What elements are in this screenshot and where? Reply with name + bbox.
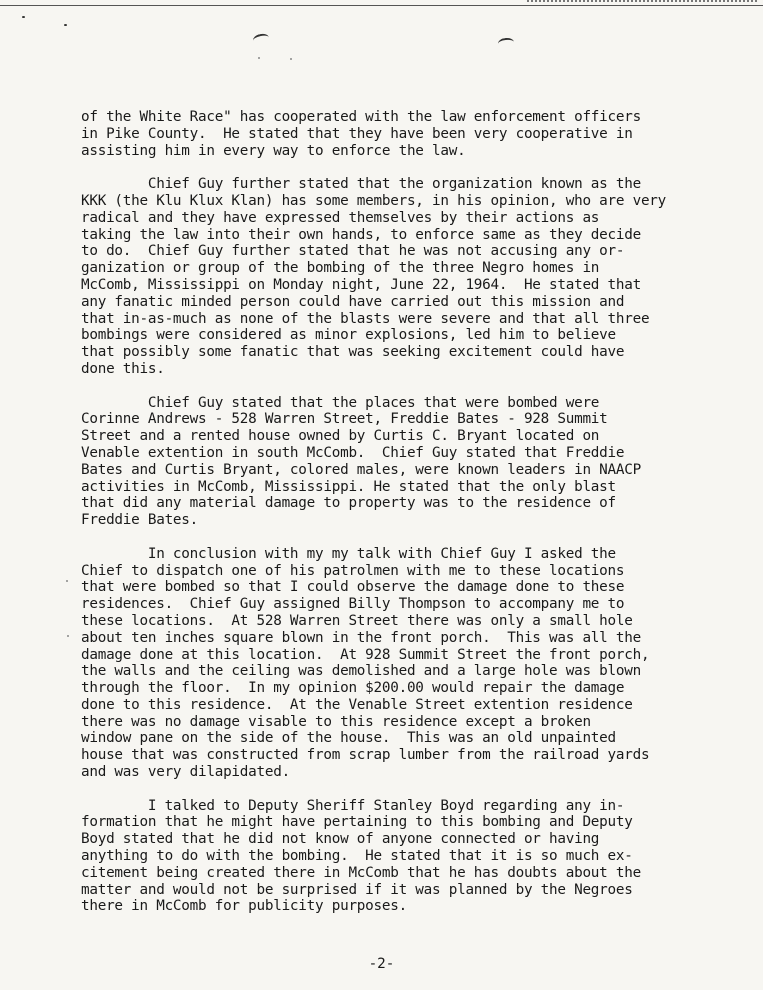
text-line: that possibly some fanatic that was seeking excitement could have [81, 344, 625, 361]
text-line: Corinne Andrews - 528 Warren Street, Freddie Bates - 928 Summit [81, 411, 608, 428]
text-line: Chief to dispatch one of his patrolmen with me to these locations [81, 562, 625, 579]
text-line: and was very dilapidated. [81, 764, 290, 781]
paragraph-5 [81, 798, 721, 916]
text-line: of the White Race" has cooperated with the law enforcement officers [81, 109, 641, 125]
text-line: taking the law into their own hands, to enforce same as they decide [81, 226, 641, 243]
text-line: done to this residence. At the Venable Street extention residence [81, 696, 633, 713]
text-line: in Pike County. He stated that they have been very cooperative in [81, 125, 633, 142]
text-line: damage done at this location. At 928 Summit Street the front porch, [81, 646, 650, 663]
text-line: that in-as-much as none of the blasts were severe and that all three [81, 310, 650, 327]
paragraph-2 [81, 176, 721, 378]
text-line: KKK (the Klu Klux Klan) has some members, in his opinion, who are very [81, 192, 667, 209]
ink-mark [64, 24, 67, 26]
text-line: there in McComb for publicity purposes. [81, 898, 407, 915]
ink-speck [290, 58, 292, 60]
text-line: bombings were considered as minor explosions, led him to believe [81, 327, 616, 344]
text-line: matter and would not be surprised if it was planned by the Negroes [81, 881, 633, 898]
text-line: McComb, Mississippi on Monday night, June 22, 1964. He stated that [81, 276, 641, 293]
text-line: radical and they have expressed themselves by their actions as [81, 209, 600, 226]
text-line: house that was constructed from scrap lumber from the railroad yards [81, 747, 650, 764]
text-line: the walls and the ceiling was demolished and a large hole was blown [81, 663, 641, 680]
text-line: these locations. At 528 Warren Street there was only a small hole [81, 612, 633, 629]
text-line: formation that he might have pertaining to this bombing and Deputy [81, 814, 633, 831]
top-dotted-edge [527, 0, 757, 5]
text-line: Chief Guy stated that the places that were bombed were [81, 394, 600, 411]
hole-punch-mark [252, 32, 270, 45]
text-line: done this. [81, 360, 165, 377]
ink-speck [66, 580, 68, 582]
text-line: Venable extention in south McComb. Chief Guy stated that Freddie [81, 444, 625, 461]
paragraph-1 [81, 109, 721, 159]
text-line: that did any material damage to property was to the residence of [81, 495, 616, 512]
text-line: Freddie Bates. [81, 512, 199, 529]
text-line: window pane on the side of the house. This was an old unpainted [81, 730, 616, 747]
top-border-line [0, 5, 763, 6]
page-number: -2- [368, 956, 395, 972]
text-line: through the floor. In my opinion $200.00 would repair the damage [81, 680, 625, 697]
text-line: anything to do with the bombing. He stated that it is so much ex- [81, 848, 633, 865]
text-line: ganization or group of the bombing of the three Negro homes in [81, 260, 600, 277]
paragraph-3 [81, 395, 721, 529]
text-line: Boyd stated that he did not know of anyone connected or having [81, 831, 600, 848]
text-line: Chief Guy further stated that the organization known as the [81, 176, 641, 193]
text-line: any fanatic minded person could have carried out this mission and [81, 293, 625, 310]
text-line: residences. Chief Guy assigned Billy Thompson to accompany me to [81, 596, 625, 613]
text-line: Bates and Curtis Bryant, colored males, were known leaders in NAACP [81, 461, 641, 478]
text-line: to do. Chief Guy further stated that he was not accusing any or- [81, 243, 625, 260]
document-body [81, 109, 721, 932]
ink-speck [67, 635, 69, 637]
paragraph-4 [81, 546, 721, 781]
text-line: citement being created there in McComb that he has doubts about the [81, 864, 641, 881]
text-line: Street and a rented house owned by Curtis C. Bryant located on [81, 428, 600, 445]
text-line: In conclusion with my my talk with Chief Guy I asked the [81, 545, 616, 562]
hole-punch-mark [498, 37, 515, 49]
text-line: that were bombed so that I could observe the damage done to these [81, 579, 625, 596]
ink-mark [22, 16, 25, 18]
ink-speck [258, 57, 260, 59]
text-line: there was no damage visable to this residence except a broken [81, 713, 591, 730]
text-line: assisting him in every way to enforce the law. [81, 142, 466, 159]
text-line: activities in McComb, Mississippi. He stated that the only blast [81, 478, 616, 495]
text-line: about ten inches square blown in the front porch. This was all the [81, 629, 641, 646]
text-line: I talked to Deputy Sheriff Stanley Boyd regarding any in- [81, 797, 625, 814]
